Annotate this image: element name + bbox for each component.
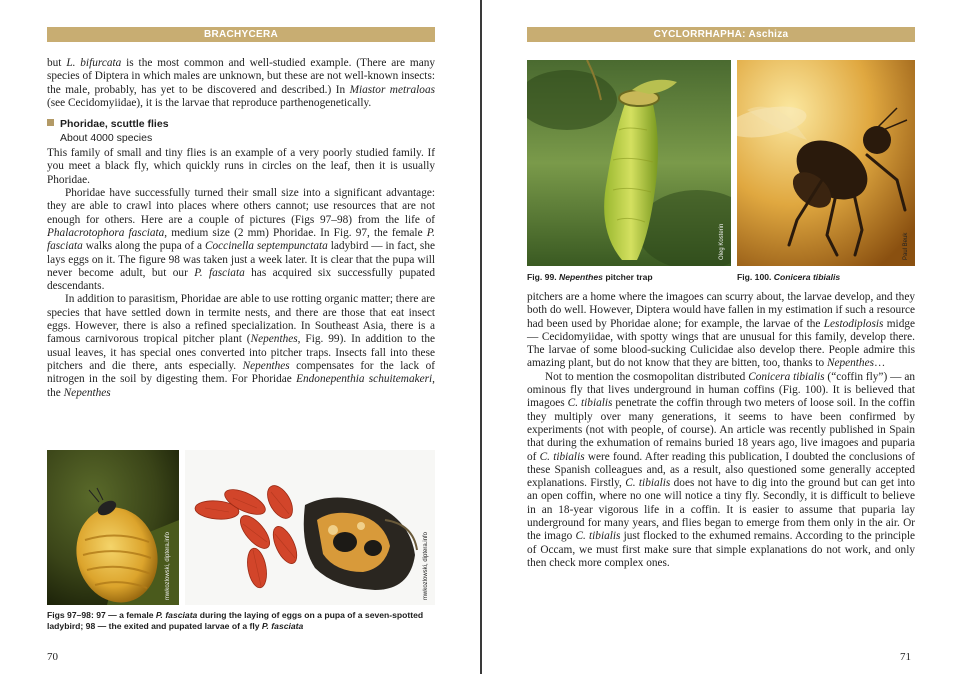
pitcher-plant-image xyxy=(527,60,731,266)
fig98-photo xyxy=(185,450,435,605)
left-running-header: BRACHYCERA xyxy=(47,27,435,42)
paragraph: pitchers are a home where the imagoes can scurry about, the larvae develop, and they both do well. However, Diptera would have fallen in my estimation if such a resource had been used by Phoridae alone; for example, the larvae of the Lestodiplosis midge — Cecidomyiidae, with spotty wings that are unusual for this family, develop there. The larvae of some blood-sucking Culicidae also develop there. People admire this amazing plant, but do not know that they are bitten, too, thanks to Nepenthes… xyxy=(527,291,916,370)
intro-paragraph: but L. bifurcata is the most common and well-studied example. (There are many species of Diptera in which males are unknown, but these are not well-known insects: the male, probably, has yet to be discovered and described.) In Miastor metraloas (see Cecidomyiidae), it is the larvae that reproduce parthenogenetically. xyxy=(47,57,436,109)
coffin-fly-image xyxy=(737,60,915,266)
right-running-header: CYCLORRHAPHA: Aschiza xyxy=(527,27,915,42)
fig99-caption: Fig. 99. Nepenthes pitcher trap xyxy=(527,272,653,282)
fig99-photo xyxy=(527,60,731,266)
left-body-text xyxy=(47,57,435,400)
ladybird-pupa-image xyxy=(47,450,179,605)
page-number-left: 70 xyxy=(47,651,58,663)
puparia-image xyxy=(185,450,435,605)
fig100-photo xyxy=(737,60,915,266)
paragraph: Phoridae have successfully turned their small size into a significant advantage: they are able to crawl into places where others cannot; use resources that are not enough for others. Here are a couple of pictures (Figs 97–98) from the life of Phalacrotophora fasciata, medium size (2 mm) Phoridae. In Fig. 97, the female P. fasciata walks along the pupa of a Coccinella septempunctata ladybird — in fact, she lays eggs on it. The figure 98 was taken just a week later. It is clear that the pupa will never become adult, but our P. fasciata has acquired six successfully pupated descendants. xyxy=(47,187,435,293)
section-title: Phoridae, scuttle flies xyxy=(47,117,435,131)
figs97-98-caption: Figs 97–98: 97 — a female P. fasciata during the laying of eggs on a pupa of a seven-spotted ladybird; 98 — the exited and pupated larvae of a fly P. fasciata xyxy=(47,610,424,631)
right-page xyxy=(482,0,960,674)
right-body-text xyxy=(527,291,915,570)
paragraph: This family of small and tiny flies is an example of a very poorly studied family. If you meet a black fly, which quickly runs in circles on the leaf, then it is usually Phoridae. xyxy=(47,147,435,186)
fig100-caption: Fig. 100. Conicera tibialis xyxy=(737,272,841,282)
section-species-count: About 4000 species xyxy=(60,132,153,145)
photo-credit: mwkozlowski, diptera.info xyxy=(165,531,171,600)
section-marker-icon xyxy=(47,119,54,126)
fig97-photo xyxy=(47,450,179,605)
photo-credit: Oleg Kosterin xyxy=(719,223,725,260)
paragraph: In addition to parasitism, Phoridae are able to use rotting organic matter; there are species that have settled down in termite nests, and there are those that eat insect eggs. However, there is also a refined specialization. In Southeast Asia, there is a famous carnivorous tropical pitcher plant (Nepenthes, Fig. 99). In addition to the usual leaves, it has special ones converted into pitcher traps. Insects fall into these pitchers and die there, ants especially. Nepenthes compensates for the lack of nitrogen in the soil by digesting them. For Phoridae Endonepenthia schuitemakeri, the Nepenthes xyxy=(47,293,435,399)
paragraph: Not to mention the cosmopolitan distributed Conicera tibialis (“coffin fly”) — an ominous fly that lives underground in human coffins (Fig. 100). It is believed that imagoes C. tibialis penetrate the coffin through two meters of loose soil. In the coffin they multiply over many generations, it seems to have been confirmed by experiments (not with people, of course). An article was recently published in Spain that during the exhumation of remains buried 18 years ago, live imagoes and puparia of C. tibialis were found. After reading this publication, I doubted the conclusions of these Spanish colleagues and, as a result, also questioned some generally accepted explanations. Firstly, C. tibialis does not have to dig into the ground but can get into an open coffin, where no one will notice a tiny fly. Secondly, it is difficult to believe in an 18-year vigorous life in a coffin. It is easier to assume that puparia lay underground for many years, and flies began to emerge from them only in the air. Or the imago C. tibialis just flocked to the exhumed remains. According to the principle of Occam, we must first make sure that simple explanations do not work, and only then check more complex ones. xyxy=(527,370,915,569)
page-number-right: 71 xyxy=(900,651,911,663)
photo-credit: Paul Beuk xyxy=(903,232,909,260)
photo-credit: mwkozlowski, diptera.info xyxy=(423,531,429,600)
